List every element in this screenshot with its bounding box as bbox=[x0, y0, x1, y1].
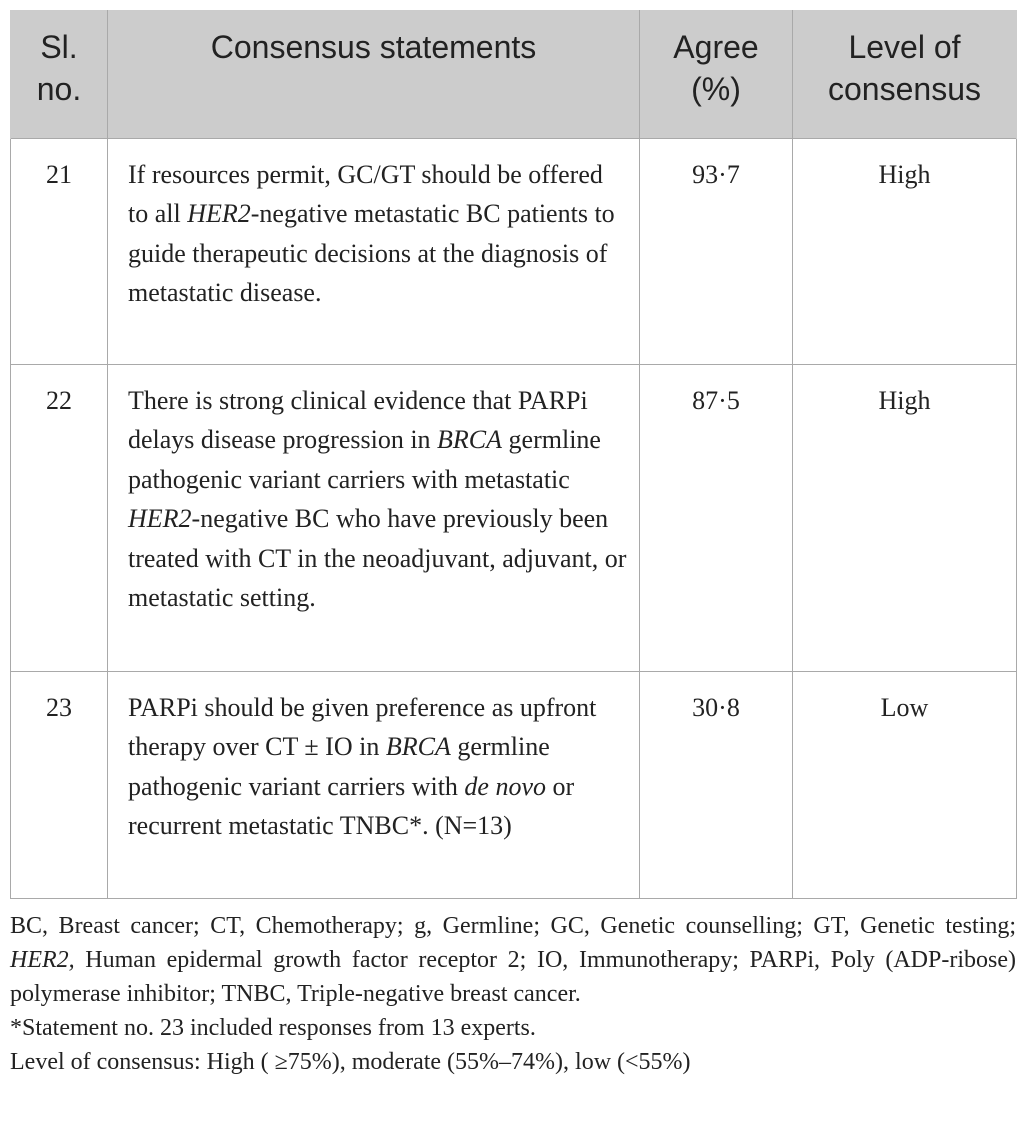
text-run: or recurrent metastatic TNBC*. (N=13) bbox=[128, 771, 575, 840]
table-header bbox=[11, 10, 1017, 138]
row-statement bbox=[108, 671, 640, 898]
row-agree-percent: 87·5 bbox=[640, 364, 793, 671]
header-agree: Agree (%) bbox=[640, 10, 793, 138]
header-level: Level of consensus bbox=[793, 10, 1017, 138]
table-body bbox=[11, 138, 1017, 898]
asterisk-footnote: *Statement no. 23 included responses from 13 experts. bbox=[10, 1014, 536, 1041]
table-row bbox=[11, 364, 1017, 671]
row-statement bbox=[108, 138, 640, 364]
text-run: If resources permit, GC/GT should be offered to all bbox=[128, 159, 603, 228]
text-run: PARPi should be given preference as upfront therapy over CT ± IO in bbox=[128, 692, 597, 761]
italic-term: HER2, bbox=[10, 946, 75, 973]
text-run: -negative metastatic BC patients to guide therapeutic decisions at the diagnosis of metastatic disease. bbox=[128, 199, 615, 307]
text-run: germline pathogenic variant carriers with metastatic bbox=[128, 425, 601, 494]
row-statement bbox=[108, 364, 640, 671]
row-agree-percent: 93·7 bbox=[640, 138, 793, 364]
consensus-table bbox=[10, 10, 1017, 899]
text-run: Human epidermal growth factor receptor 2; IO, Immunotherapy; PARPi, Poly (ADP-ribose) polymerase inhibitor; TNBC, Triple-negative breast cancer. bbox=[10, 946, 1016, 1007]
consensus-levels-footnote: Level of consensus: High ( ≥75%), moderate (55%–74%), low (<55%) bbox=[10, 1048, 691, 1075]
italic-term: BRCA bbox=[437, 425, 503, 454]
row-agree-percent: 30·8 bbox=[640, 671, 793, 898]
text-run: -negative BC who have previously been treated with CT in the neoadjuvant, adjuvant, or metastatic setting. bbox=[128, 504, 627, 612]
italic-term: HER2 bbox=[128, 504, 192, 533]
table-row bbox=[11, 138, 1017, 364]
italic-term: de novo bbox=[464, 771, 547, 801]
italic-term: BRCA bbox=[385, 732, 451, 761]
row-number: 22 bbox=[11, 364, 108, 671]
text-run: germline pathogenic variant carriers with bbox=[128, 732, 550, 801]
text-run: There is strong clinical evidence that PARPi delays disease progression in bbox=[128, 385, 588, 454]
header-statements: Consensus statements bbox=[108, 10, 640, 138]
consensus-table-container bbox=[10, 10, 1016, 1079]
table-footnotes bbox=[10, 909, 1016, 1079]
row-consensus-level: Low bbox=[793, 671, 1017, 898]
header-row bbox=[11, 10, 1017, 138]
text-run: BC, Breast cancer; CT, Chemotherapy; g, Germline; GC, Genetic counselling; GT, Genetic testing; bbox=[10, 912, 1016, 939]
italic-term: HER2 bbox=[187, 199, 251, 228]
table-row bbox=[11, 671, 1017, 898]
abbreviations-footnote bbox=[10, 909, 1016, 1011]
row-consensus-level: High bbox=[793, 138, 1017, 364]
row-consensus-level: High bbox=[793, 364, 1017, 671]
row-number: 21 bbox=[11, 138, 108, 364]
row-number: 23 bbox=[11, 671, 108, 898]
header-slno: Sl. no. bbox=[11, 10, 108, 138]
